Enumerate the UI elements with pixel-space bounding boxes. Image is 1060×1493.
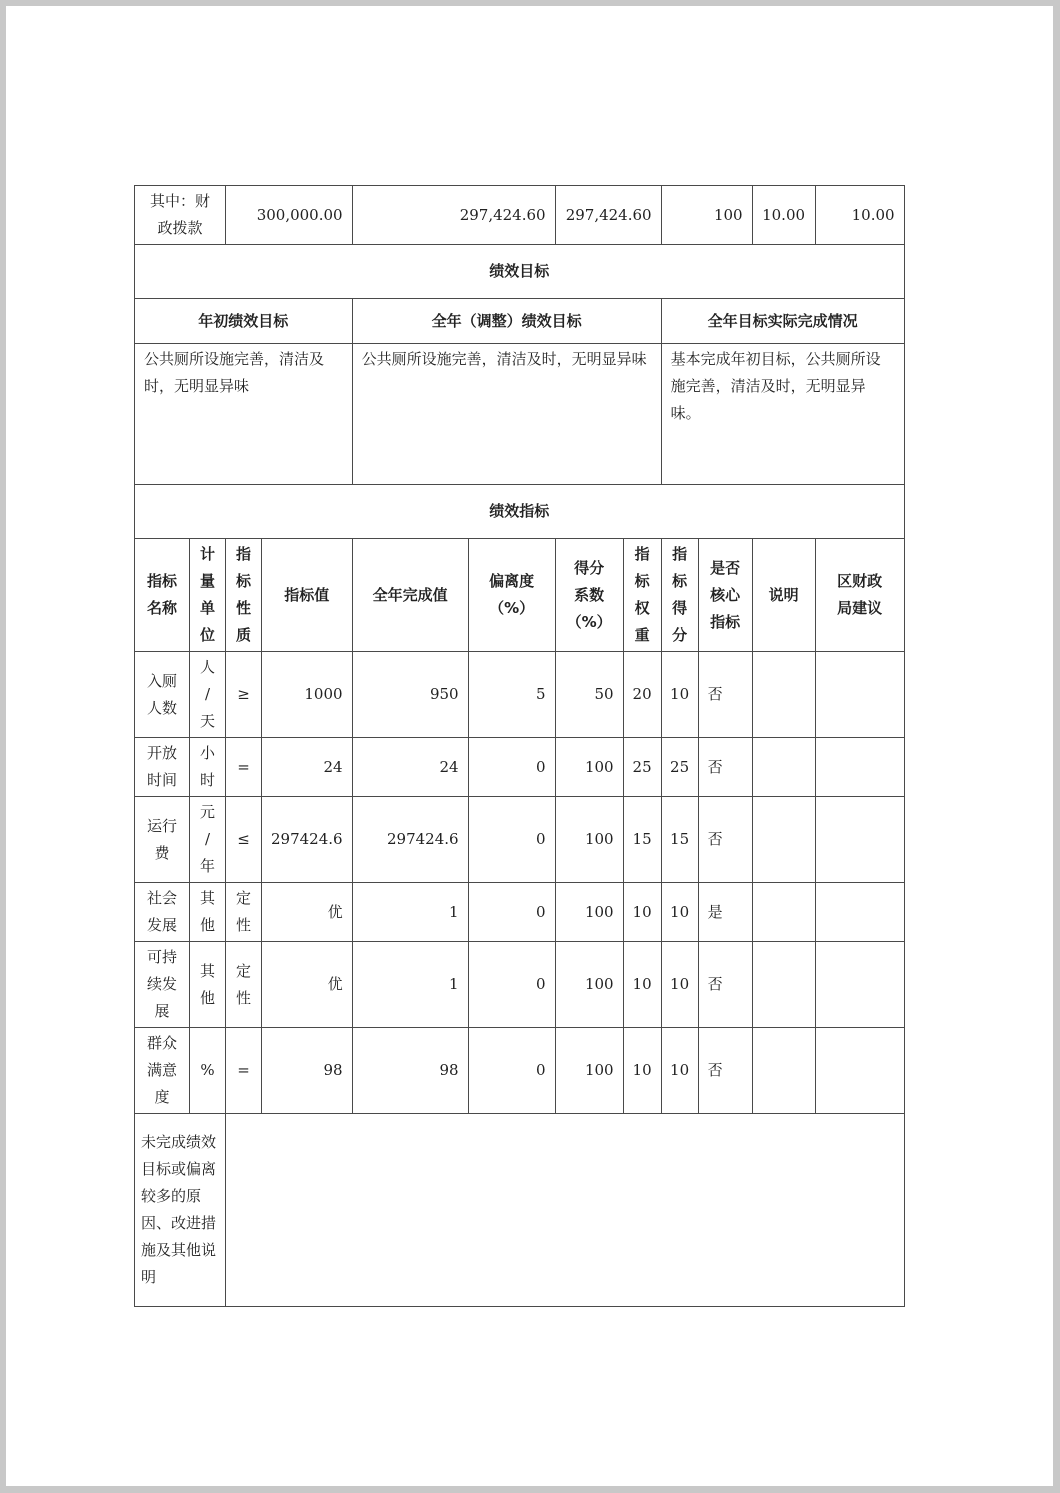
- indicator-target: 24: [262, 738, 353, 797]
- indicator-core: 否: [698, 738, 752, 797]
- indicator-weight: 10: [623, 883, 661, 942]
- indicator-deviation: 0: [468, 883, 555, 942]
- header-core: 是否 核心 指标: [698, 539, 752, 652]
- adjusted-goal-header: 全年（调整）绩效目标: [352, 299, 661, 344]
- indicator-note: [752, 797, 815, 883]
- indicator-weight: 10: [623, 1028, 661, 1114]
- adjusted-budget: 297,424.60: [352, 186, 555, 245]
- table-row: [135, 797, 905, 883]
- indicator-note: [752, 738, 815, 797]
- header-target-value: 指标值: [262, 539, 353, 652]
- indicator-weight: 15: [623, 797, 661, 883]
- indicator-nature: ≤: [226, 797, 262, 883]
- score-weight: 100: [661, 186, 752, 245]
- indicator-target: 1000: [262, 652, 353, 738]
- header-indicator-name: 指标 名称: [135, 539, 190, 652]
- remarks-row: [135, 1114, 905, 1307]
- performance-table: [134, 185, 905, 1307]
- fund-label: 其中：财 政拨款: [135, 186, 226, 245]
- header-weight: 指 标 权 重: [623, 539, 661, 652]
- indicator-suggestion: [815, 652, 904, 738]
- table-row: [135, 883, 905, 942]
- indicator-core: 否: [698, 797, 752, 883]
- remarks-content: [226, 1114, 905, 1307]
- header-actual-value: 全年完成值: [352, 539, 468, 652]
- indicator-nature: =: [226, 738, 262, 797]
- indicator-unit: 其 他: [190, 942, 226, 1028]
- actual-goal-header: 全年目标实际完成情况: [661, 299, 904, 344]
- executed-amount: 297,424.60: [555, 186, 661, 245]
- initial-goal-header: 年初绩效目标: [135, 299, 353, 344]
- indicator-header-row: [135, 539, 905, 652]
- indicator-score: 10: [661, 652, 698, 738]
- indicator-coefficient: 100: [555, 738, 623, 797]
- header-note: 说明: [752, 539, 815, 652]
- indicator-suggestion: [815, 738, 904, 797]
- indicator-target: 优: [262, 942, 353, 1028]
- indicator-deviation: 0: [468, 738, 555, 797]
- indicator-target: 优: [262, 883, 353, 942]
- indicator-name: 入厕 人数: [135, 652, 190, 738]
- indicator-target: 297424.6: [262, 797, 353, 883]
- adjusted-goal-text: 公共厕所设施完善，清洁及时，无明显异味: [352, 344, 661, 485]
- indicator-name: 运行 费: [135, 797, 190, 883]
- indicator-actual: 1: [352, 942, 468, 1028]
- indicator-actual: 297424.6: [352, 797, 468, 883]
- table-row: [135, 1028, 905, 1114]
- indicator-weight: 25: [623, 738, 661, 797]
- indicator-suggestion: [815, 797, 904, 883]
- indicator-score: 10: [661, 883, 698, 942]
- indicator-nature: =: [226, 1028, 262, 1114]
- indicator-coefficient: 50: [555, 652, 623, 738]
- indicator-name: 群众 满意 度: [135, 1028, 190, 1114]
- indicator-score: 10: [661, 1028, 698, 1114]
- indicator-unit: 其 他: [190, 883, 226, 942]
- indicator-deviation: 0: [468, 797, 555, 883]
- actual-goal-text: 基本完成年初目标，公共厕所设施完善，清洁及时，无明显异味。: [661, 344, 904, 485]
- indicator-deviation: 0: [468, 942, 555, 1028]
- indicator-coefficient: 100: [555, 797, 623, 883]
- indicator-suggestion: [815, 1028, 904, 1114]
- indicator-weight: 10: [623, 942, 661, 1028]
- indicator-unit: 小 时: [190, 738, 226, 797]
- header-suggestion: 区财政 局建议: [815, 539, 904, 652]
- indicator-nature: ≥: [226, 652, 262, 738]
- initial-goal-text: 公共厕所设施完善，清洁及时，无明显异味: [135, 344, 353, 485]
- table-row: [135, 738, 905, 797]
- table-row: [135, 652, 905, 738]
- indicator-note: [752, 652, 815, 738]
- indicator-score: 10: [661, 942, 698, 1028]
- indicator-core: 否: [698, 652, 752, 738]
- execution-rate: 10.00: [752, 186, 815, 245]
- indicator-deviation: 5: [468, 652, 555, 738]
- header-unit: 计 量 单 位: [190, 539, 226, 652]
- indicator-coefficient: 100: [555, 1028, 623, 1114]
- header-score-coefficient: 得分 系数 （%）: [555, 539, 623, 652]
- indicator-coefficient: 100: [555, 942, 623, 1028]
- indicator-suggestion: [815, 942, 904, 1028]
- indicator-nature: 定 性: [226, 942, 262, 1028]
- indicator-name: 社会 发展: [135, 883, 190, 942]
- indicator-target: 98: [262, 1028, 353, 1114]
- indicator-score: 15: [661, 797, 698, 883]
- indicators-section-title: 绩效指标: [135, 485, 905, 539]
- indicator-unit: 人 / 天: [190, 652, 226, 738]
- indicator-actual: 98: [352, 1028, 468, 1114]
- indicator-actual: 1: [352, 883, 468, 942]
- indicator-actual: 24: [352, 738, 468, 797]
- indicator-coefficient: 100: [555, 883, 623, 942]
- indicator-note: [752, 942, 815, 1028]
- indicator-nature: 定 性: [226, 883, 262, 942]
- indicator-core: 否: [698, 1028, 752, 1114]
- indicator-note: [752, 1028, 815, 1114]
- indicator-unit: %: [190, 1028, 226, 1114]
- indicator-score: 25: [661, 738, 698, 797]
- annual-budget: 300,000.00: [226, 186, 353, 245]
- header-score: 指 标 得 分: [661, 539, 698, 652]
- indicator-note: [752, 883, 815, 942]
- indicator-unit: 元 / 年: [190, 797, 226, 883]
- indicator-core: 否: [698, 942, 752, 1028]
- indicator-deviation: 0: [468, 1028, 555, 1114]
- indicator-actual: 950: [352, 652, 468, 738]
- indicator-name: 可持 续发 展: [135, 942, 190, 1028]
- indicator-suggestion: [815, 883, 904, 942]
- remarks-label: 未完成绩效目标或偏离较多的原因、改进措施及其他说明: [135, 1114, 226, 1307]
- fund-score: 10.00: [815, 186, 904, 245]
- header-deviation: 偏离度 （%）: [468, 539, 555, 652]
- table-row: [135, 942, 905, 1028]
- indicator-name: 开放 时间: [135, 738, 190, 797]
- indicator-core: 是: [698, 883, 752, 942]
- header-nature: 指 标 性 质: [226, 539, 262, 652]
- goals-section-title: 绩效目标: [135, 245, 905, 299]
- indicator-weight: 20: [623, 652, 661, 738]
- fund-row: [135, 186, 905, 245]
